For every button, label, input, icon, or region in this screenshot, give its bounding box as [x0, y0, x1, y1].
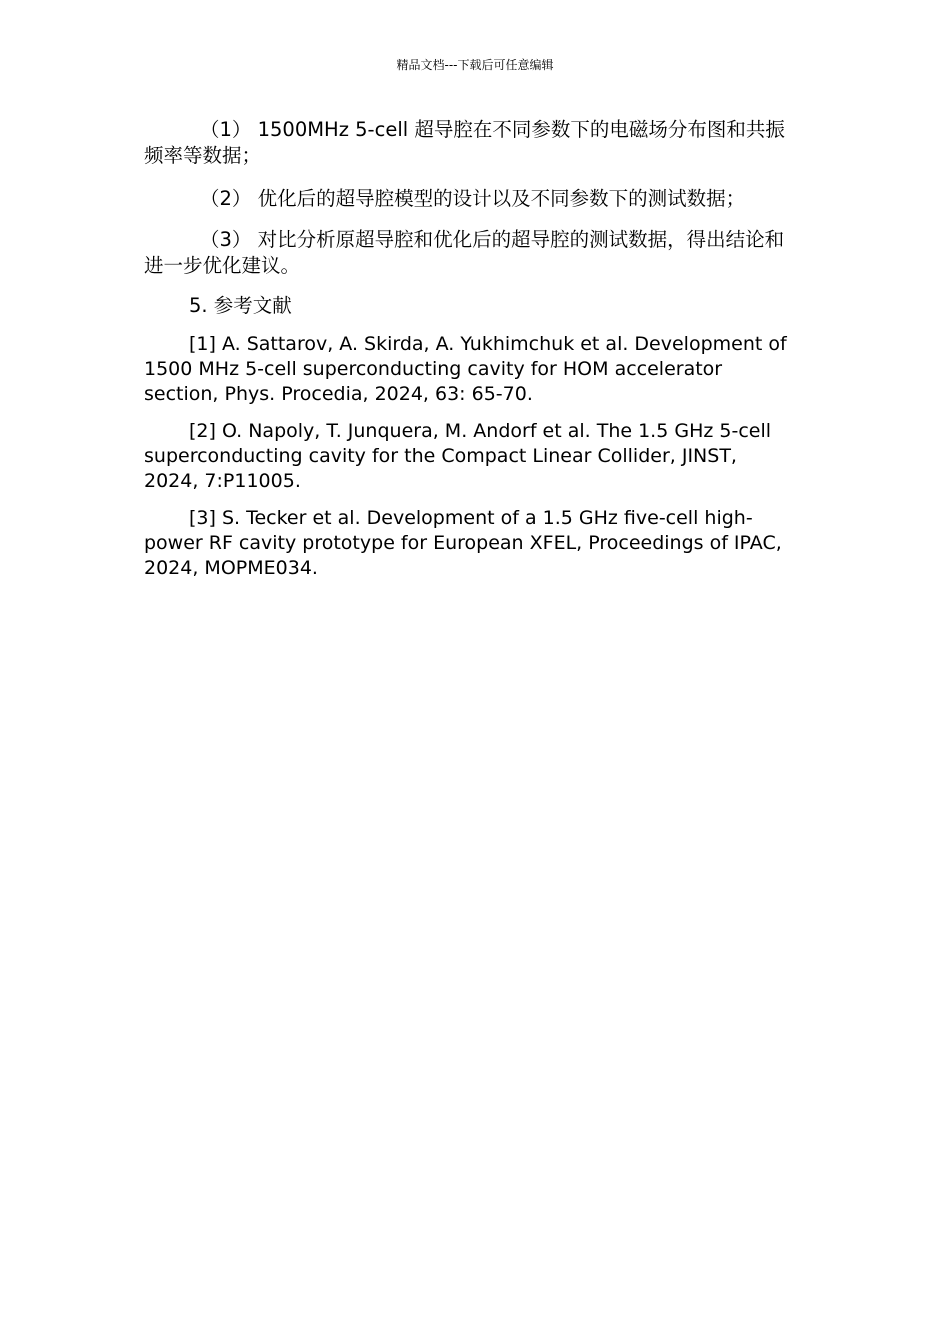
reference-3: [3] S. Tecker et al. Development of a 1.5 GHz five-cell high-power RF cavity prototype for European XFEL, Proceedings of IPAC, 2024, MOPME034.: [144, 507, 782, 579]
page-header: 精品文档---下载后可任意编辑: [396, 58, 554, 72]
list-item-3: （3） 对比分析原超导腔和优化后的超导腔的测试数据，得出结论和进一步优化建议。: [144, 228, 785, 277]
reference-1: [1] A. Sattarov, A. Skirda, A. Yukhimchuk et al. Development of 1500 MHz 5-cell superconducting cavity for HOM accelerator section, Phys. Procedia, 2024, 63: 65-70.: [144, 333, 787, 405]
list-item-2: （2） 优化后的超导腔模型的设计以及不同参数下的测试数据；: [200, 187, 746, 210]
section-heading-references: 5. 参考文献: [189, 294, 292, 317]
reference-2: [2] O. Napoly, T. Junquera, M. Andorf et al. The 1.5 GHz 5-cell superconducting cavity for the Compact Linear Collider, JINST, 2024, 7:P11005.: [144, 420, 772, 492]
document-body: [144, 117, 794, 593]
list-item-1: （1） 1500MHz 5-cell 超导腔在不同参数下的电磁场分布图和共振频率等数据；: [144, 118, 785, 167]
